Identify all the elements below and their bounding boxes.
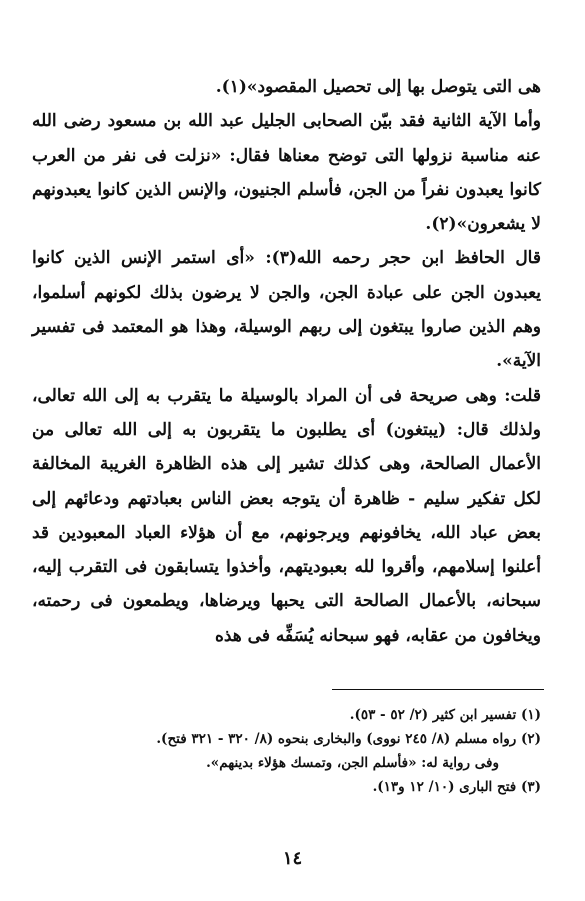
- paragraph-2: وأما الآية الثانية فقد بيّن الصحابى الجليل عبد الله بن مسعود رضى الله عنه مناسبة نزولها التى توضح معناها فقال: «نزلت فى نفر من العرب كانوا يعبدون نفراً من الجن، فأسلم الجنيون، والإنس الذين كانوا يعبدونهم لا يشعرون»(٢).: [32, 111, 541, 235]
- footnote-3: (٣) فتح البارى (١٠/ ١٢ و١٣).: [372, 779, 541, 795]
- paragraph-1: هى التى يتوصل بها إلى تحصيل المقصود»(١).: [215, 77, 541, 97]
- footnote-divider: [332, 689, 544, 690]
- footnote-2-continuation: وفى رواية له: «فأسلم الجن، وتمسك هؤلاء بدينهم».: [206, 755, 499, 771]
- paragraph-3: قال الحافظ ابن حجر رحمه الله(٣): «أى استمر الإنس الذين كانوا يعبدون الجن على عبادة الجن، والجن لا يرضون بذلك لكونهم أسلموا، وهم الذين صاروا يبتغون إلى ربهم الوسيلة، وهذا هو المعتمد فى تفسير الآية».: [32, 248, 541, 372]
- footnotes: [40, 703, 541, 799]
- paragraph-4: قلت: وهى صريحة فى أن المراد بالوسيلة ما يتقرب به إلى الله تعالى، ولذلك قال: (يبتغون) أى يطلبون ما يتقربون به إلى الله تعالى من الأعمال الصالحة، وهى كذلك تشير إلى هذه الظاهرة الغريبة المخالفة لكل تفكير سليم - ظاهرة أن يتوجه بعض الناس بعبادتهم ودعائهم إلى بعض عباد الله، يخافونهم ويرجونهم، مع أن هؤلاء العباد المعبودين قد أعلنوا إسلامهم، وأقروا لله بعبوديتهم، وأخذوا يتسابقون فى التقرب إليه، سبحانه، بالأعمال الصالحة التى يحبها ويرضاها، ويطمعون فى رحمته، ويخافون من عقابه، فهو سبحانه يُسَفِّه فى هذه: [32, 385, 541, 646]
- footnote-2: (٢) رواه مسلم (٨/ ٢٤٥ نووى) والبخارى بنحوه (٨/ ٣٢٠ - ٣٢١ فتح).: [156, 731, 541, 747]
- page-number: ١٤: [282, 848, 303, 869]
- footnote-1: (١) تفسير ابن كثير (٢/ ٥٢ - ٥٣).: [349, 707, 541, 723]
- body-text: [32, 70, 541, 653]
